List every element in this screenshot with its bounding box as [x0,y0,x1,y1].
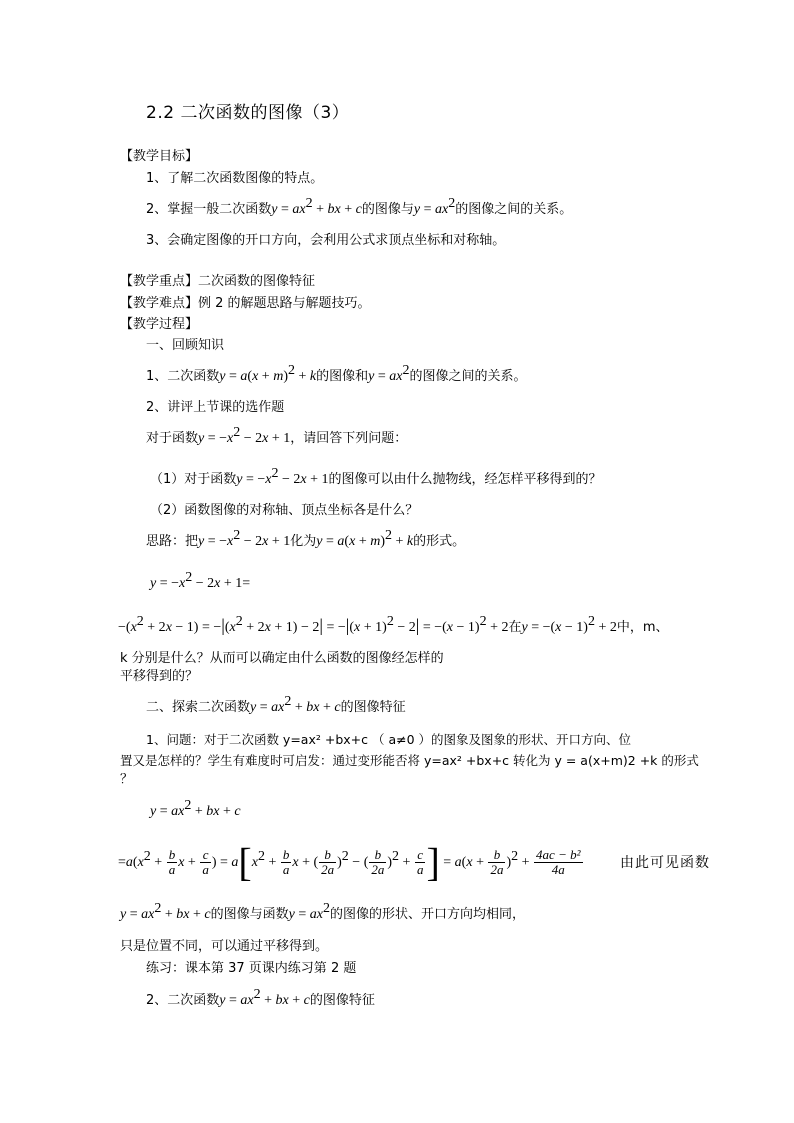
explore-question-line-1: 1、问题：对于二次函数 y=ax² +bx+c （ a≠0 ）的图象及图象的形状、开口方向、位 [146,732,631,747]
review-heading: 一、回顾知识 [146,338,225,353]
goals-heading: 【教学目标】 [120,149,199,164]
page-title: 2.2 二次函数的图像（3） [146,103,350,123]
explore-heading: 二、探索二次函数$y = ax^2$ + bx + c的图像特征 [146,694,406,715]
goal-3: 3、会确定图像的开口方向，会利用公式求顶点坐标和对称轴。 [146,233,506,248]
equation-start: $y = -x^2 - 2x + 1=$ [150,570,251,591]
explore-item-2: 2、二次函数$y = ax^2$ + bx + c的图像特征 [146,987,375,1008]
goal-2: 2、掌握一般二次函数$y = ax^2$ + bx + c的图像与$y = ax^2$的图像之间的关系。 [146,196,573,217]
after-line-2: 平移得到的？ [120,669,199,684]
conclusion-line-2: 只是位置不同，可以通过平移得到。 [120,939,329,954]
review-intro: 对于函数$y = -x^2 - 2x + 1$，请回答下列问题： [146,425,408,446]
question-1: （1）对于函数$y = -x^2 - 2x + 1$的图像可以由什么抛物线，经怎样平移得到的？ [150,466,602,487]
solution-idea: 思路：把$y = -x^2 - 2x + 1$化为$y = a(x + m)^2 + k$的形式。 [146,528,466,549]
question-2: （2）函数图像的对称轴、顶点坐标各是什么？ [150,503,419,518]
goal-1: 1、了解二次函数图像的特点。 [146,171,324,186]
equation-chain: $-(x^2 + 2x - 1) = -|(x^2 + 2x + 1) - 2| = -|(x + 1)^2 - 2| = -(x - 1)^2 + 2$在$y = -(x - 1)^2 + 2$中，m、 [118,614,669,635]
explore-question-line-3: ？ [120,772,134,787]
general-form: $y = ax^2$ + bx + c [150,798,241,819]
review-item-1: 1、二次函数$y = a(x + m)^2 + k$的图像和$y = ax^2$的图像之间的关系。 [146,363,527,384]
review-item-2: 2、讲评上节课的选作题 [146,400,285,415]
after-line-1: k 分别是什么？从而可以确定由什么函数的图像经怎样的 [120,651,444,666]
practice-line: 练习：课本第 37 页课内练习第 2 题 [146,961,357,976]
key-point: 【教学重点】二次函数的图像特征 [120,274,316,289]
thus-text: 由此可见函数 [620,855,710,871]
completing-square: $=a(x^2$ + $\frac{b}{a}$ x + $\frac{c}{a}$ ) = $a[x^2$ + $\frac{b}{a}$ x + ( $\frac{b}{2a}$ )$^2$ − ( $\frac{b}{2a}$ )$^2$ + $\frac{c}{a}$ ] = a(x + $\frac{b}{2a}$ )$^2$ + $\frac{\text{4ac − b²}}{4a}$ [118,839,581,885]
conclusion-line-1: $y = ax^2$ + bx + c的图像与函数$y = ax^2$的图像的形状、开口方向均相同， [120,901,525,922]
process-heading: 【教学过程】 [120,317,199,332]
explore-question-line-2: 置又是怎样的？学生有难度时可启发：通过变形能否将 y=ax² +bx+c 转化为 y = a(x+m)2 +k 的形式 [120,753,699,768]
difficult-point: 【教学难点】例 2 的解题思路与解题技巧。 [120,296,371,311]
